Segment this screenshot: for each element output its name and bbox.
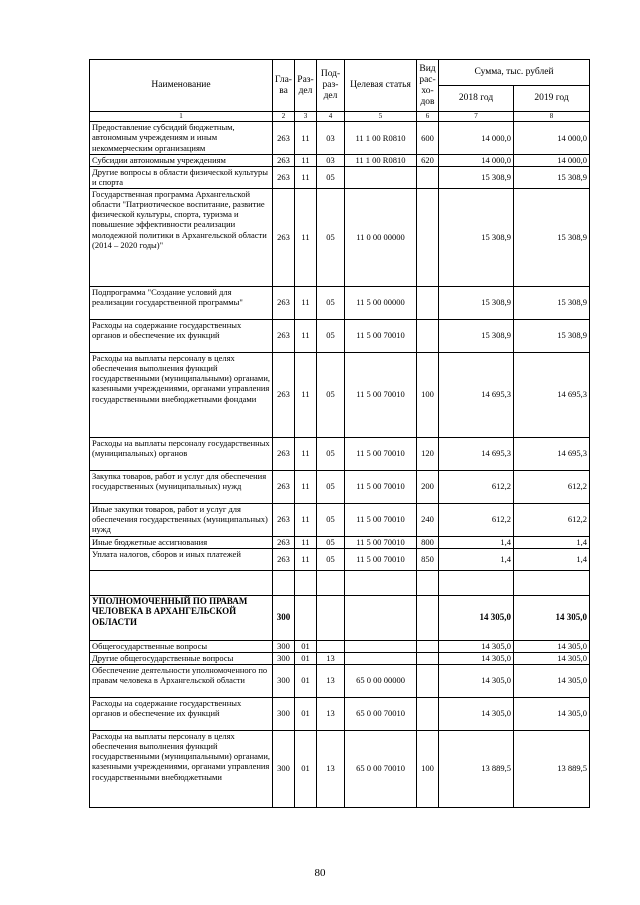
row-podrazdel: 05 [317,167,345,189]
row-podrazdel: 05 [317,503,345,536]
row-razdel: 11 [295,352,317,437]
row-vid: 100 [417,730,439,807]
row-sum-2018: 14 305,0 [439,652,514,664]
row-vid [417,319,439,352]
row-target [345,652,417,664]
row-glava: 300 [273,595,295,640]
row-razdel: 11 [295,536,317,548]
row-vid: 240 [417,503,439,536]
row-glava: 263 [273,286,295,319]
header-name: Наименование [90,60,273,112]
table-row [90,664,590,697]
row-vid: 600 [417,122,439,155]
row-sum-2019: 14 305,0 [514,664,590,697]
row-name: Предоставление субсидий бюджетным, автономным учреждениям и иным некоммерческим организациям [90,122,273,155]
row-razdel: 01 [295,652,317,664]
row-glava: 263 [273,188,295,286]
header-razdel: Раз-дел [295,60,317,112]
row-glava: 300 [273,730,295,807]
row-sum-2019: 15 308,9 [514,188,590,286]
row-sum-2018: 1,4 [439,548,514,570]
row-sum-2018: 14 000,0 [439,155,514,167]
row-name: Обеспечение деятельности уполномоченного по правам человека в Архангельской области [90,664,273,697]
row-podrazdel: 13 [317,697,345,730]
column-number: 8 [514,112,590,122]
row-podrazdel: 05 [317,188,345,286]
row-target: 11 1 00 R0810 [345,155,417,167]
table-row [90,595,590,640]
row-glava: 263 [273,122,295,155]
row-name: Расходы на содержание государственных органов и обеспечение их функций [90,319,273,352]
row-name: Расходы на содержание государственных органов и обеспечение их функций [90,697,273,730]
row-sum-2019: 14 305,0 [514,595,590,640]
row-vid: 850 [417,548,439,570]
table-row [90,640,590,652]
row-razdel: 11 [295,167,317,189]
row-sum-2019: 1,4 [514,548,590,570]
row-glava [273,570,295,595]
header-glava: Гла-ва [273,60,295,112]
row-vid [417,664,439,697]
row-name [90,570,273,595]
row-target: 11 5 00 70010 [345,536,417,548]
row-sum-2019: 15 308,9 [514,286,590,319]
row-glava: 263 [273,548,295,570]
header-vid: Вид рас-хо-дов [417,60,439,112]
table-row [90,470,590,503]
row-sum-2018: 15 308,9 [439,319,514,352]
row-razdel: 11 [295,548,317,570]
row-sum-2019: 14 305,0 [514,697,590,730]
row-sum-2019: 14 000,0 [514,155,590,167]
row-sum-2019: 1,4 [514,536,590,548]
row-target: 65 0 00 70010 [345,697,417,730]
row-razdel: 11 [295,155,317,167]
row-sum-2018: 1,4 [439,536,514,548]
row-vid [417,640,439,652]
column-number: 3 [295,112,317,122]
row-vid [417,570,439,595]
row-target: 11 5 00 70010 [345,319,417,352]
row-sum-2019: 14 305,0 [514,640,590,652]
table-row [90,122,590,155]
row-name: Другие вопросы в области физической культуры и спорта [90,167,273,189]
table-row [90,570,590,595]
row-razdel: 11 [295,122,317,155]
row-name: Расходы на выплаты персоналу в целях обеспечения выполнения функций государственными (муниципальными) органами, казенными учреждениями, органами управления государственными внебюджетными фондами [90,352,273,437]
row-sum-2018: 14 000,0 [439,122,514,155]
row-sum-2018: 14 305,0 [439,640,514,652]
row-razdel [295,570,317,595]
column-number: 4 [317,112,345,122]
row-podrazdel: 05 [317,536,345,548]
row-razdel [295,595,317,640]
row-sum-2019: 14 305,0 [514,652,590,664]
row-vid [417,286,439,319]
row-sum-2019: 15 308,9 [514,167,590,189]
row-target: 11 5 00 70010 [345,548,417,570]
table-row [90,319,590,352]
row-razdel: 11 [295,503,317,536]
row-glava: 300 [273,640,295,652]
row-sum-2018: 14 305,0 [439,595,514,640]
table-row [90,352,590,437]
row-vid: 120 [417,437,439,470]
row-name: Подпрограмма "Создание условий для реализации государственной программы" [90,286,273,319]
row-vid [417,697,439,730]
row-sum-2018 [439,570,514,595]
row-vid [417,167,439,189]
row-glava: 263 [273,319,295,352]
row-target [345,640,417,652]
column-number: 1 [90,112,273,122]
row-razdel: 01 [295,697,317,730]
row-sum-2018: 14 695,3 [439,352,514,437]
budget-table [89,59,590,808]
row-glava: 263 [273,352,295,437]
row-podrazdel: 05 [317,437,345,470]
row-vid: 200 [417,470,439,503]
row-razdel: 01 [295,664,317,697]
row-target: 11 1 00 R0810 [345,122,417,155]
table-row [90,188,590,286]
table-row [90,652,590,664]
table-row [90,286,590,319]
row-vid [417,652,439,664]
row-podrazdel: 13 [317,652,345,664]
row-podrazdel [317,595,345,640]
row-sum-2018: 612,2 [439,470,514,503]
row-podrazdel [317,640,345,652]
row-name: Расходы на выплаты персоналу государственных (муниципальных) органов [90,437,273,470]
header-year-2019: 2019 год [514,86,590,112]
row-sum-2019: 14 695,3 [514,437,590,470]
row-podrazdel: 05 [317,319,345,352]
header-year-2018: 2018 год [439,86,514,112]
table-row [90,697,590,730]
row-vid: 800 [417,536,439,548]
row-target: 11 5 00 70010 [345,503,417,536]
row-sum-2018: 14 695,3 [439,437,514,470]
row-vid [417,595,439,640]
row-razdel: 11 [295,470,317,503]
table-row [90,548,590,570]
header-target: Целевая статья [345,60,417,112]
row-sum-2018: 14 305,0 [439,697,514,730]
row-target: 11 5 00 70010 [345,352,417,437]
row-target: 11 0 00 00000 [345,188,417,286]
row-podrazdel [317,570,345,595]
row-podrazdel: 03 [317,155,345,167]
row-vid [417,188,439,286]
row-glava: 263 [273,536,295,548]
row-razdel: 01 [295,730,317,807]
row-podrazdel: 13 [317,730,345,807]
column-numbers-row [90,112,590,122]
row-razdel: 11 [295,319,317,352]
row-podrazdel: 05 [317,352,345,437]
column-number: 2 [273,112,295,122]
column-number: 6 [417,112,439,122]
row-glava: 300 [273,664,295,697]
row-podrazdel: 03 [317,122,345,155]
table-row [90,155,590,167]
row-podrazdel: 05 [317,548,345,570]
row-target: 65 0 00 00000 [345,664,417,697]
row-glava: 263 [273,503,295,536]
row-razdel: 11 [295,188,317,286]
row-glava: 300 [273,697,295,730]
table-row [90,503,590,536]
row-name: Государственная программа Архангельской области "Патриотическое воспитание, развитие физической культуры, спорта, туризма и повышение эффективности реализации молодежной политики в Архангельской области (2014 – 2020 годы)" [90,188,273,286]
row-target: 11 5 00 70010 [345,437,417,470]
row-vid: 100 [417,352,439,437]
row-glava: 263 [273,470,295,503]
row-sum-2019: 14 000,0 [514,122,590,155]
table-row [90,437,590,470]
row-target: 65 0 00 70010 [345,730,417,807]
row-sum-2018: 612,2 [439,503,514,536]
column-number: 7 [439,112,514,122]
row-name: Иные бюджетные ассигнования [90,536,273,548]
row-sum-2019 [514,570,590,595]
row-target: 11 5 00 70010 [345,470,417,503]
page-number: 80 [314,867,326,879]
row-target: 11 5 00 00000 [345,286,417,319]
row-name: Иные закупки товаров, работ и услуг для обеспечения государственных (муниципальных) нужд [90,503,273,536]
row-glava: 300 [273,652,295,664]
row-sum-2019: 612,2 [514,503,590,536]
row-glava: 263 [273,437,295,470]
row-name: Закупка товаров, работ и услуг для обеспечения государственных (муниципальных) нужд [90,470,273,503]
row-sum-2018: 15 308,9 [439,188,514,286]
row-sum-2019: 13 889,5 [514,730,590,807]
column-number: 5 [345,112,417,122]
row-sum-2019: 612,2 [514,470,590,503]
row-target [345,167,417,189]
table-row [90,167,590,189]
row-vid: 620 [417,155,439,167]
row-target [345,570,417,595]
table-row [90,536,590,548]
row-sum-2019: 14 695,3 [514,352,590,437]
row-razdel: 01 [295,640,317,652]
row-glava: 263 [273,167,295,189]
row-podrazdel: 05 [317,286,345,319]
row-sum-2018: 14 305,0 [439,664,514,697]
row-sum-2018: 13 889,5 [439,730,514,807]
row-sum-2018: 15 308,9 [439,167,514,189]
row-name: Общегосударственные вопросы [90,640,273,652]
row-sum-2019: 15 308,9 [514,319,590,352]
row-podrazdel: 13 [317,664,345,697]
row-name: Расходы на выплаты персоналу в целях обеспечения выполнения функций государственными (муниципальными) органами, казенными учреждениями, органами управления государственными внебюджетными [90,730,273,807]
row-razdel: 11 [295,286,317,319]
row-razdel: 11 [295,437,317,470]
row-name: УПОЛНОМОЧЕННЫЙ ПО ПРАВАМ ЧЕЛОВЕКА В АРХАНГЕЛЬСКОЙ ОБЛАСТИ [90,595,273,640]
row-name: Другие общегосударственные вопросы [90,652,273,664]
row-glava: 263 [273,155,295,167]
header-podrazdel: Под-раз-дел [317,60,345,112]
row-name: Субсидии автономным учреждениям [90,155,273,167]
table-row [90,730,590,807]
header-row [90,60,590,86]
row-sum-2018: 15 308,9 [439,286,514,319]
row-name: Уплата налогов, сборов и иных платежей [90,548,273,570]
header-sum: Сумма, тыс. рублей [439,60,590,86]
row-podrazdel: 05 [317,470,345,503]
row-target [345,595,417,640]
